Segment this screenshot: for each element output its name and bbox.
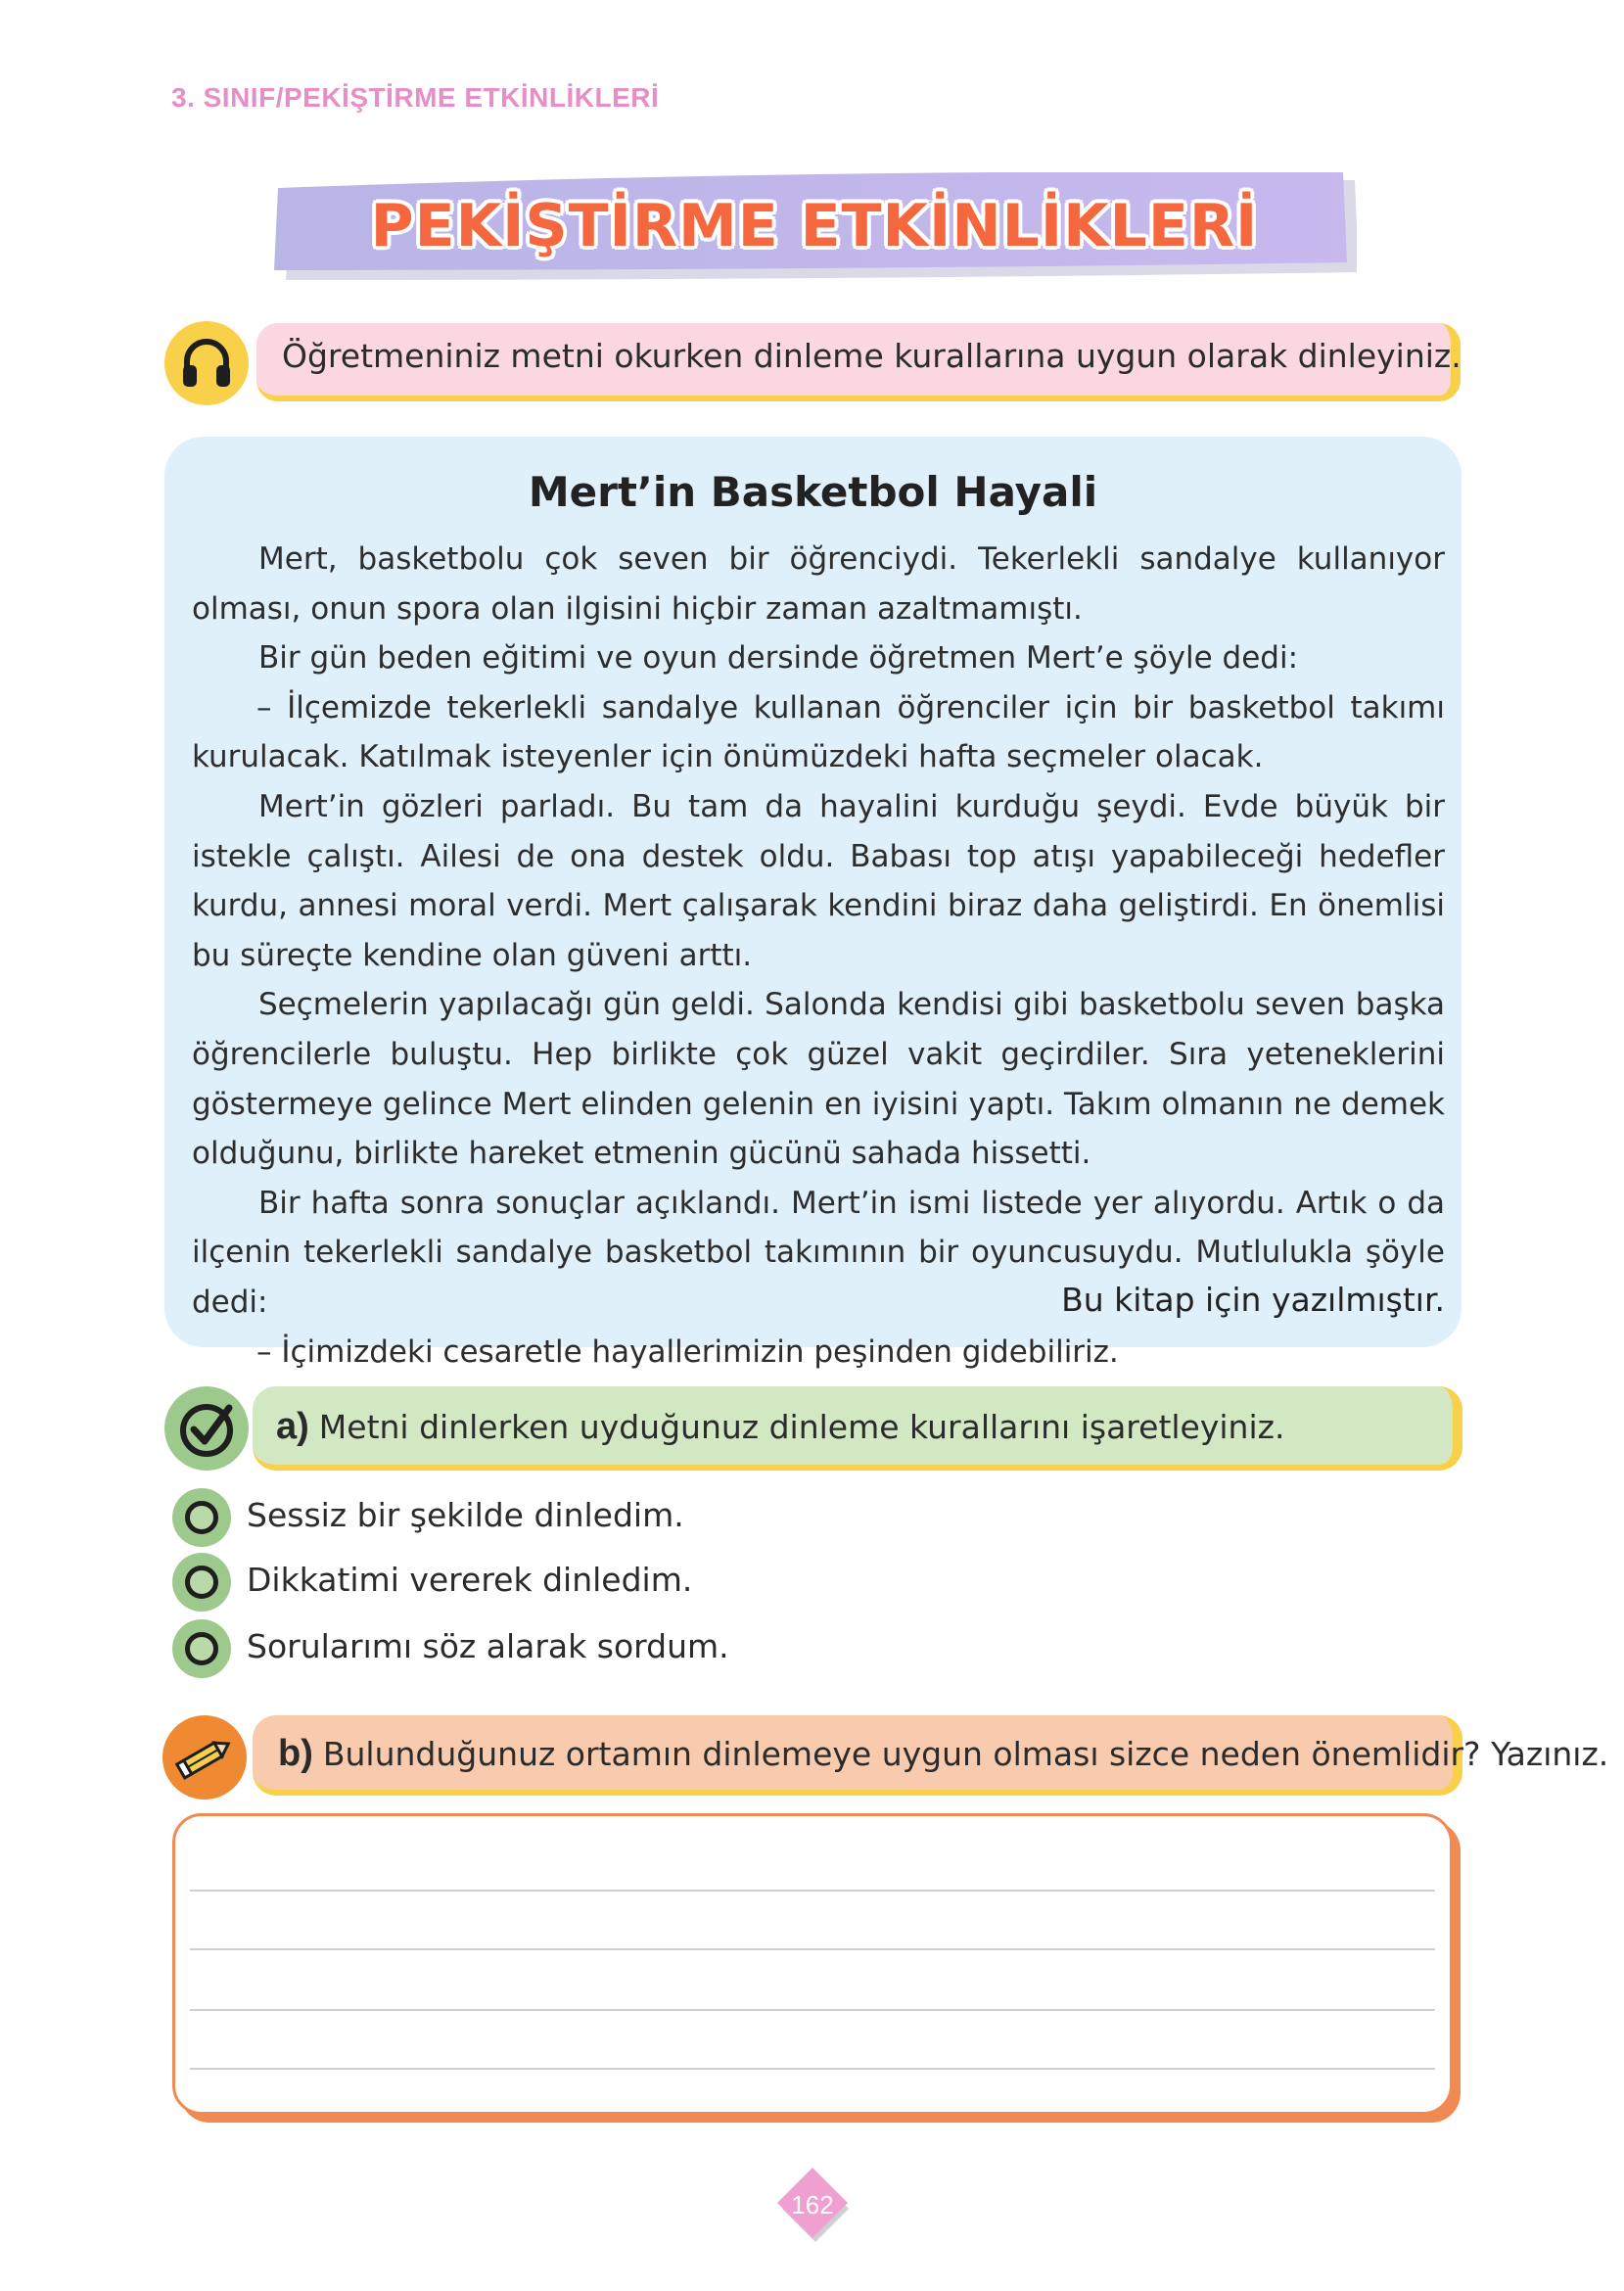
story-paragraph: Mert’in gözleri parladı. Bu tam da hayalini kurduğu şeydi. Evde büyük bir istekle çalıştı. Ailesi de ona destek oldu. Babası top atışı yapabileceği hedefler kurdu, annesi moral verdi. Mert çalışarak kendini biraz daha geliştirdi. En önemlisi bu süreçte kendine olan güveni arttı. (192, 788, 1445, 973)
option-checkbox[interactable] (172, 1619, 231, 1678)
option-label: Dikkatimi vererek dinledim. (247, 1561, 693, 1599)
option-checkbox[interactable] (172, 1488, 231, 1547)
headphones-icon (164, 321, 249, 405)
question-a-prompt: Metni dinlerken uyduğunuz dinleme kurallarını işaretleyiniz. (318, 1408, 1285, 1446)
story-paragraph: Bir gün beden eğitimi ve oyun dersinde öğretmen Mert’e şöyle dedi: (258, 640, 1299, 677)
story-signature: Bu kitap için yazılmıştır. (1061, 1281, 1445, 1319)
question-a-text (276, 1406, 1284, 1448)
story-paragraph: Seçmelerin yapılacağı gün geldi. Salonda kendisi gibi basketbolu seven başka öğrencilerle buluştu. Hep birlikte çok güzel vakit geçirdiler. Sıra yeteneklerini göstermeye gelince Mert elinden gelenin en iyisini yaptı. Takım olmanın ne demek olduğunu, birlikte hareket etmenin gücünü sahada hissetti. (192, 987, 1445, 1172)
answer-line (190, 2009, 1435, 2011)
option-checkbox[interactable] (172, 1553, 231, 1612)
option-label: Sorularımı söz alarak sordum. (247, 1627, 729, 1665)
story-paragraph: Mert, basketbolu çok seven bir öğrenciydi. Tekerlekli sandalye kullanıyor olması, onun spora olan ilgisini hiçbir zaman azaltmamıştı. (192, 541, 1445, 627)
story-title: Mert’in Basketbol Hayali (528, 468, 1098, 516)
banner-title: PEKİŞTİRME ETKİNLİKLERİ (370, 192, 1259, 260)
checkmark-icon (164, 1386, 249, 1471)
section-header: 3. SINIF/PEKİŞTİRME ETKİNLİKLERİ (171, 82, 660, 113)
question-b-letter: b) (278, 1733, 313, 1774)
question-b-prompt: Bulunduğunuz ortamın dinlemeye uygun olması sizce neden önemlidir? Yazınız. (322, 1735, 1609, 1773)
answer-line (190, 2068, 1435, 2070)
story-paragraph: Bir hafta sonra sonuçlar açıklandı. Mert’in ismi listede yer alıyordu. Artık o da ilçenin tekerlekli sandalye basketbol takımının bir oyuncusuydu. Mutlulukla şöyle dedi: (192, 1185, 1445, 1320)
question-a-letter: a) (276, 1406, 309, 1447)
story-dialogue: – İçimizdeki cesaretle hayallerimizin peşinden gidebiliriz. (256, 1333, 1119, 1370)
instruction-text: Öğretmeniniz metni okurken dinleme kurallarına uygun olarak dinleyiniz. (282, 337, 1462, 375)
answer-line (190, 1890, 1435, 1892)
story-body (192, 535, 1445, 1377)
story-dialogue: – İlçemizde tekerlekli sandalye kullanan öğrenciler için bir basketbol takımı kurulacak. Katılmak isteyenler için önümüzdeki hafta seçmeler olacak. (192, 689, 1445, 775)
option-label: Sessiz bir şekilde dinledim. (247, 1496, 684, 1534)
pencil-icon (162, 1715, 247, 1800)
answer-line (190, 1948, 1435, 1950)
question-b-text (278, 1733, 1608, 1775)
page-number: 162 (791, 2189, 834, 2220)
